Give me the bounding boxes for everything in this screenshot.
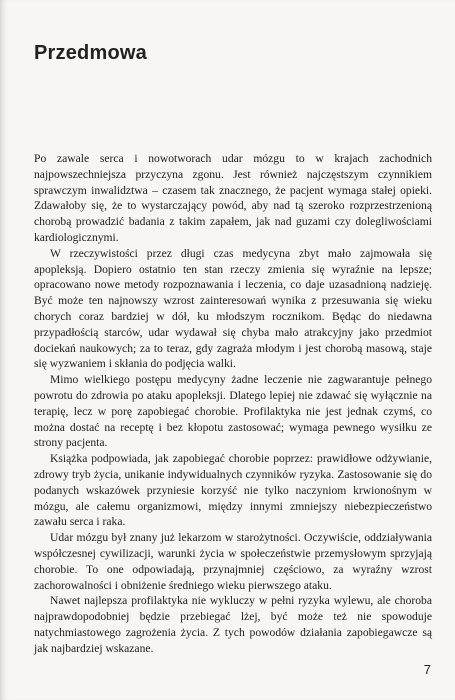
paragraph-5: Udar mózgu był znany już lekarzom w starożytności. Oczywiście, oddziaływania współczesnej cywilizacji, warunki życia w społeczeństwie przemysłowym sprzyjają chorobie. To one odpowiadają, przynajmniej częściowo, za wyraźny wzrost zachorowalności i obniżenie średniego wieku pierwszego ataku. bbox=[34, 531, 432, 592]
paragraph-2: W rzeczywistości przez długi czas medycyna zbyt mało zajmowała się apopleksją. Dopiero ostatnio ten stan rzeczy zmienia się wyraźnie na lepsze; opracowano nowe metody rozpoznawania i leczenia, co daje uzasadnioną nadzieję. Być może ten najnowszy wzrost zainteresowań wynika z przesuwania się wieku chorych coraz bardziej w dół, ku młodszym rocznikom. Będąc do niedawna przypadłością starców, udar wydawał się chyba mało atrakcyjny jako przedmiot dociekań naukowych; za to teraz, gdy zagraża młodym i jest chorobą masową, staje się wyzwaniem i skłania do podjęcia walki. bbox=[34, 246, 432, 371]
page-number: 7 bbox=[423, 662, 431, 677]
paragraph-6: Nawet najlepsza profilaktyka nie wykluczy w pełni ryzyka wylewu, ale choroba najprawdopodobniej będzie przebiegać lżej, być może też nie spowoduje natychmiastowego zagrożenia życia. Z tych powodów działania zapobiegawcze są jak najbardziej wskazane. bbox=[34, 594, 432, 655]
body-text bbox=[34, 151, 432, 657]
paragraph-3: Mimo wielkiego postępu medycyny żadne leczenie nie zagwarantuje pełnego powrotu do zdrowia po ataku apopleksji. Dlatego lepiej nie zdawać się wyłącznie na terapię, lecz w porę zapobiegać chorobie. Profilaktyka nie jest jednak czymś, co można dostać na receptę i bez kłopotu zastosować; wymaga pewnego wysiłku ze strony pacjenta. bbox=[34, 373, 432, 450]
paragraph-1: Po zawale serca i nowotworach udar mózgu to w krajach zachodnich najpowszechniejsza przyczyna zgonu. Jest również najczęstszym czynnikiem sprawczym inwalidztwa – czasem tak znacznego, że pacjent wymaga stałej opieki. Zdawałoby się, że to wystarczający powód, aby nad tą szeroko rozprzestrzenioną chorobą prowadzić badania z takim zapałem, jak nad guzami czy dolegliwościami kardiologicznymi. bbox=[34, 152, 432, 244]
paragraph-4: Książka podpowiada, jak zapobiegać chorobie poprzez: prawidłowe odżywianie, zdrowy tryb życia, unikanie indywidualnych czynników ryzyka. Zastosowanie się do podanych wskazówek przyniesie korzyść nie tylko naczyniom krwionośnym w mózgu, ale całemu organizmowi, między innymi zmniejszy niebezpieczeństwo zawału serca i raka. bbox=[34, 452, 432, 529]
chapter-title: Przedmowa bbox=[34, 42, 147, 64]
